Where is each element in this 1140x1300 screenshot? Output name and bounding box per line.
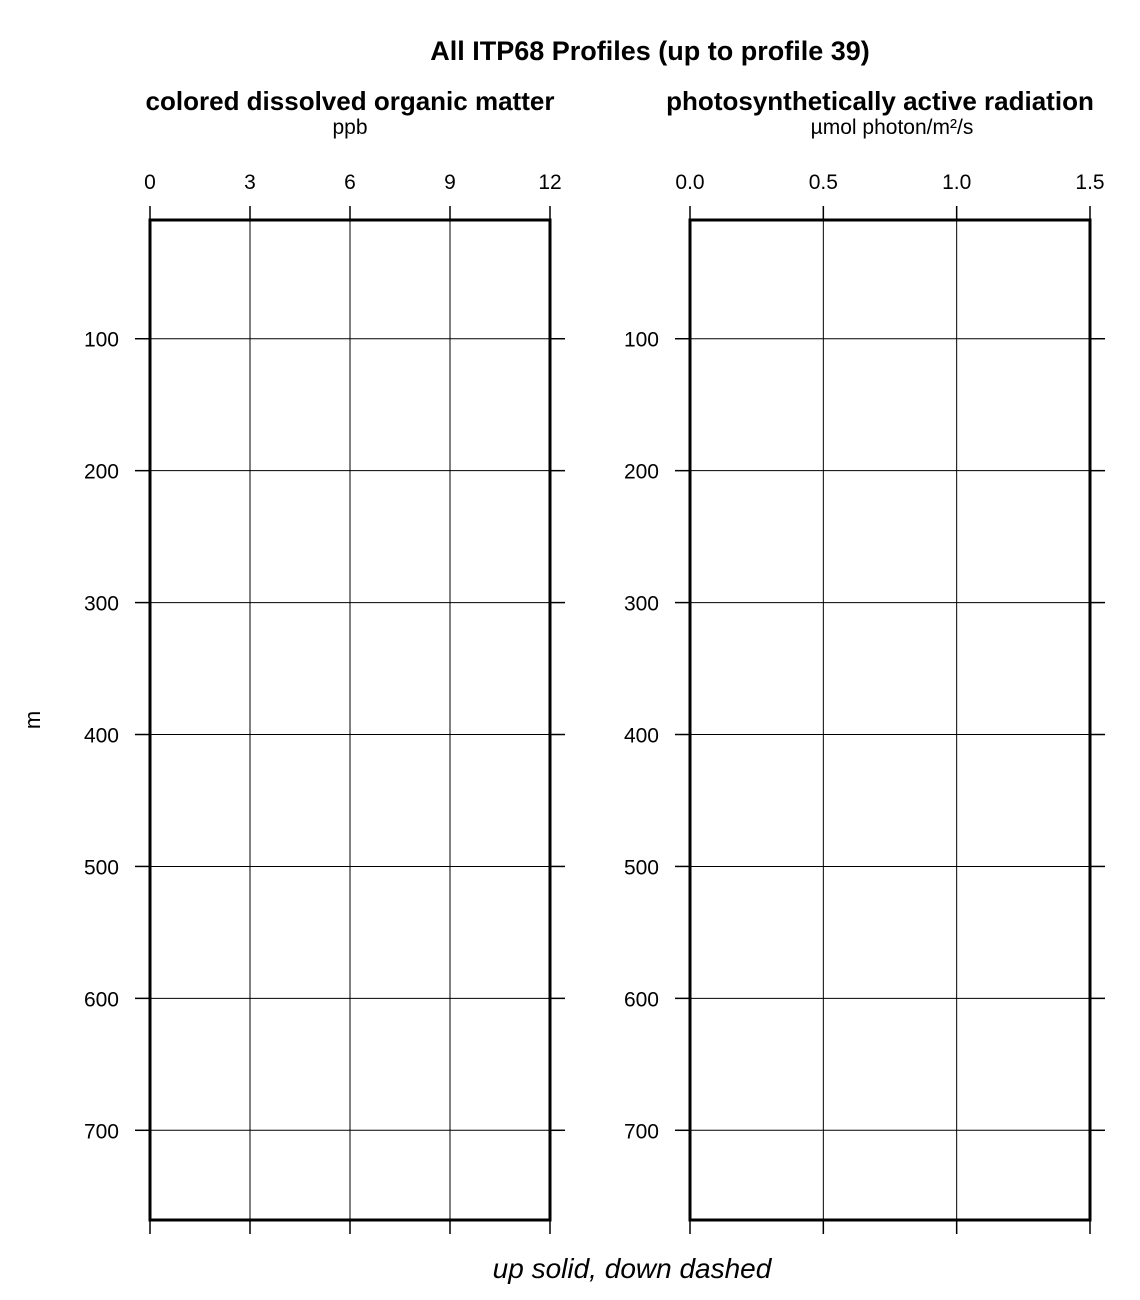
y-tick-label-par: 400 xyxy=(623,724,659,748)
y-tick-label-cdom: 700 xyxy=(83,1120,119,1144)
plot-frame-par xyxy=(690,220,1090,1220)
x-tick-label-cdom: 12 xyxy=(538,171,562,194)
x-axis-label-par: µmol photon/m²/s xyxy=(810,116,974,139)
x-tick-label-cdom: 0 xyxy=(144,171,156,194)
y-tick-label-cdom: 300 xyxy=(83,592,119,616)
x-tick-label-par: 0.5 xyxy=(808,171,838,194)
y-tick-label-cdom: 600 xyxy=(83,988,119,1012)
panel-title-par: photosynthetically active radiation xyxy=(666,86,1094,116)
x-tick-label-cdom: 3 xyxy=(244,171,256,194)
panel-par xyxy=(624,86,1105,1234)
x-tick-label-par: 0.0 xyxy=(675,171,705,194)
panel-cdom xyxy=(84,86,565,1234)
chart-title: All ITP68 Profiles (up to profile 39) xyxy=(430,36,870,66)
y-tick-label-cdom: 200 xyxy=(83,460,119,484)
x-tick-label-par: 1.5 xyxy=(1075,171,1105,194)
footer-note: up solid, down dashed xyxy=(492,1253,772,1284)
y-axis-label: m xyxy=(20,710,45,730)
x-tick-label-cdom: 6 xyxy=(344,171,356,194)
y-tick-label-par: 100 xyxy=(623,328,659,352)
x-tick-label-par: 1.0 xyxy=(942,171,972,194)
y-tick-label-cdom: 400 xyxy=(83,724,119,748)
y-tick-label-par: 200 xyxy=(623,460,659,484)
x-tick-label-cdom: 9 xyxy=(444,171,456,194)
y-tick-label-cdom: 500 xyxy=(83,856,119,880)
y-tick-label-par: 700 xyxy=(623,1120,659,1144)
y-tick-label-par: 300 xyxy=(623,592,659,616)
x-axis-label-cdom: ppb xyxy=(332,116,368,139)
y-tick-label-par: 500 xyxy=(623,856,659,880)
y-tick-label-cdom: 100 xyxy=(83,328,119,352)
y-tick-label-par: 600 xyxy=(623,988,659,1012)
panel-title-cdom: colored dissolved organic matter xyxy=(145,86,555,116)
